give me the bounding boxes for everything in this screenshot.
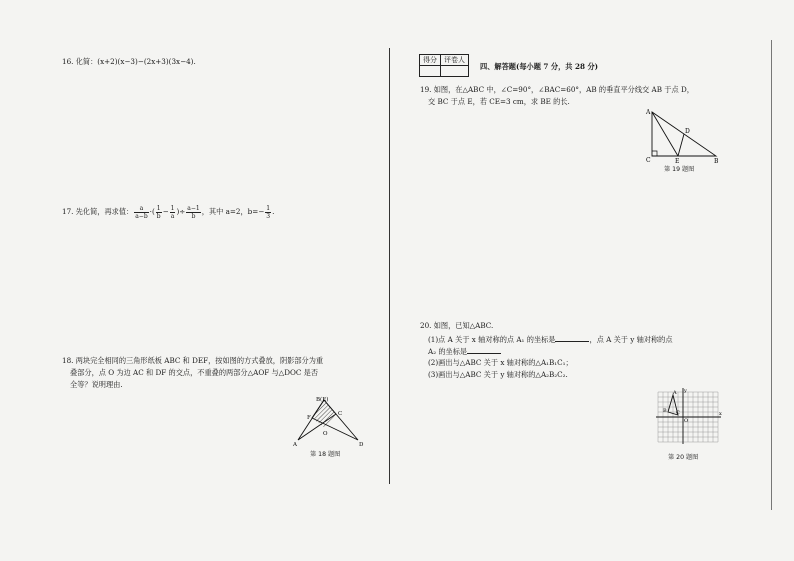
question-19-line-2: 交 BC 于点 E，若 CE=3 cm，求 BE 的长.: [428, 97, 570, 106]
q17-frac-5: [265, 205, 271, 220]
q17-f3-den: a: [170, 212, 175, 220]
q17-div: )÷: [176, 207, 186, 216]
question-18-line-3: 全等？说明理由.: [70, 380, 123, 389]
q17-f1-num: a: [134, 205, 148, 213]
column-divider: [389, 48, 390, 484]
label-o: O: [323, 431, 328, 437]
q17-f1-den: a−b: [135, 212, 148, 220]
question-16: 16. 化简：(x+2)(x−3)−(2x+3)(3x−4).: [62, 57, 196, 66]
q17-minus: −: [162, 207, 169, 216]
label-d: D: [685, 128, 690, 135]
q17-frac-3: [170, 205, 176, 220]
label-f: F: [307, 415, 311, 421]
label-c: C: [676, 410, 680, 416]
label-b: B: [714, 158, 719, 164]
q17-tail: ，其中 a=2，b=−: [201, 207, 265, 216]
q20-part1-text-a: (1)点 A 关于 x 轴对称的点 A₁ 的坐标是: [428, 335, 556, 344]
label-c: C: [338, 411, 343, 417]
label-c: C: [646, 157, 651, 164]
answer-blank-a2[interactable]: [467, 345, 501, 354]
segment-ae: [652, 112, 678, 156]
answer-blank-a1[interactable]: [555, 333, 589, 342]
figure-18-caption: 第 18 题图: [310, 451, 341, 458]
right-angle-mark: [652, 151, 657, 156]
q17-frac-2: [156, 205, 162, 220]
q20-part1-text-c: A₂ 的坐标是: [428, 347, 468, 356]
page-edge-line: [771, 40, 772, 510]
q17-end: .: [272, 207, 275, 216]
label-b-e: B(E): [316, 397, 329, 403]
q17-frac-1: [134, 205, 148, 220]
q17-f2-den: b: [156, 212, 161, 220]
q17-f3-num: 1: [170, 204, 175, 212]
question-20-line-1: 20. 如图，已知△ABC.: [420, 321, 494, 330]
question-18-line-1: 18. 两块完全相同的三角形纸板 ABC 和 DEF，按如图的方式叠放，阴影部分为重: [62, 356, 324, 365]
question-20-line-2: [428, 333, 673, 345]
figure-20-caption: 第 20 题图: [668, 454, 699, 461]
label-x: x: [719, 411, 722, 417]
label-o: O: [684, 418, 689, 424]
q17-dot: ·(: [149, 207, 155, 216]
figure-19-caption: 第 19 题图: [664, 166, 695, 173]
q17-lead: 17. 先化简，再求值：: [62, 207, 134, 216]
question-20-line-4: (2)画出与△ABC 关于 x 轴对称的△A₁B₁C₁；: [428, 358, 573, 367]
label-b: B: [663, 408, 667, 414]
question-18-line-2: 叠部分，点 O 为边 AC 和 DF 的交点，不重叠的两部分△AOF 与△DOC 是否: [70, 368, 319, 377]
q20-part1-text-b: ，点 A 关于 y 轴对称的点: [589, 335, 673, 344]
figure-18-overlapping-triangles: [290, 392, 370, 448]
score-empty-cell: [420, 66, 441, 77]
q17-f4-den: b: [191, 212, 196, 220]
figure-20-coordinate-grid: [654, 386, 724, 450]
label-e: E: [675, 158, 680, 164]
score-box: [419, 54, 469, 77]
label-a: A: [673, 390, 677, 396]
label-a: A: [293, 442, 297, 448]
q17-f4-num: a−1: [187, 204, 200, 212]
perpendicular-bisector-de: [678, 134, 684, 156]
question-20-line-3: [428, 345, 501, 357]
grader-empty-cell: [441, 66, 469, 77]
label-a: A: [646, 109, 651, 116]
question-19-line-1: 19. 如图，在△ABC 中，∠C=90°，∠BAC=60°，AB 的垂直平分线交 AB 于点 D，: [420, 85, 694, 94]
question-20-line-5: (3)画出与△ABC 关于 y 轴对称的△A₂B₂C₂.: [428, 370, 568, 379]
q17-frac-4: [186, 205, 200, 220]
label-y: y: [684, 388, 687, 394]
score-cell: 得分: [420, 55, 441, 66]
q17-f2-num: 1: [156, 204, 161, 212]
grader-cell: 评卷人: [441, 55, 469, 66]
question-17: [62, 204, 274, 220]
label-d: D: [359, 442, 364, 448]
q17-f5-num: 1: [266, 204, 271, 212]
q17-f5-den: 3: [266, 212, 271, 220]
section-title: 四、解答题(每小题 7 分，共 28 分): [480, 62, 599, 71]
figure-19-right-triangle: [642, 106, 726, 164]
